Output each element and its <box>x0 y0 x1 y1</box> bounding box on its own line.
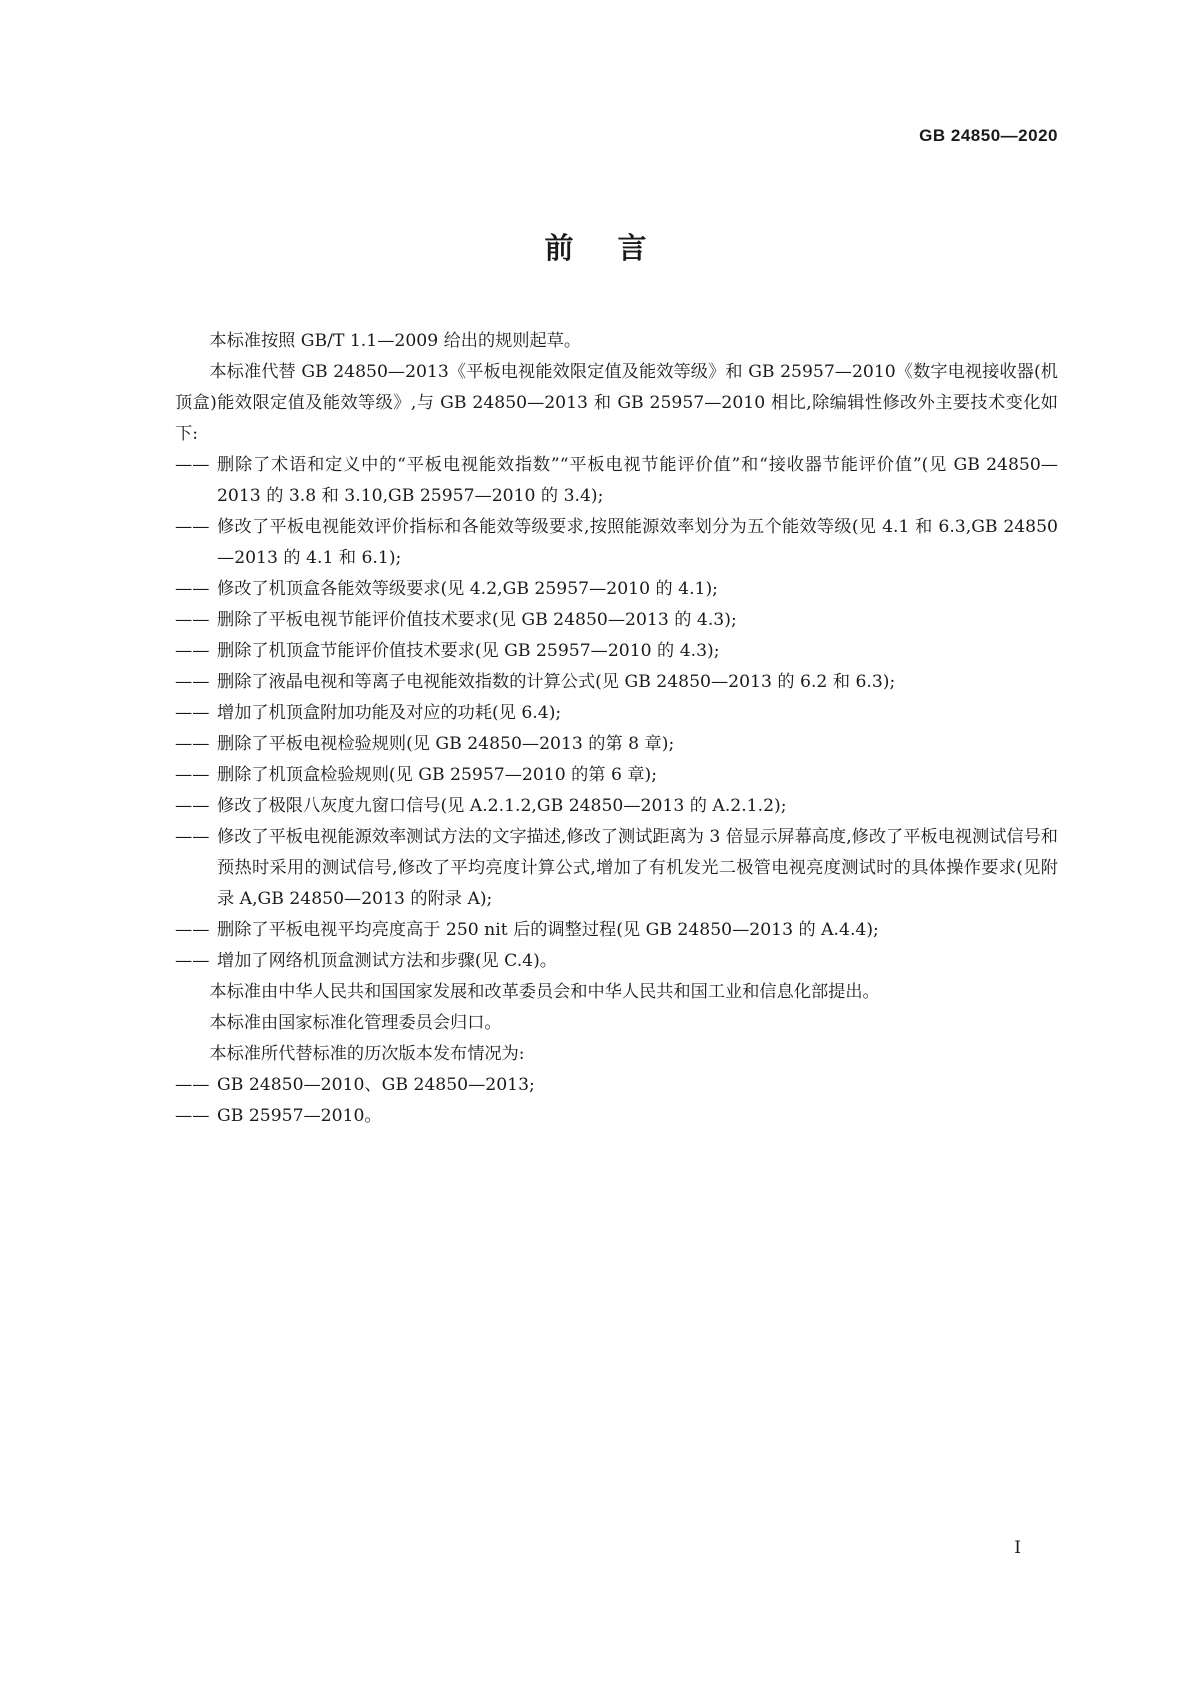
list-dash: —— <box>175 951 210 971</box>
foreword-body <box>175 326 1058 1132</box>
list-item-text: 删除了平板电视节能评价值技术要求(见 GB 24850—2013 的 4.3); <box>217 610 737 630</box>
list-dash: —— <box>175 796 210 816</box>
list-item-text: GB 24850—2010、GB 24850—2013; <box>217 1075 535 1095</box>
list-dash: —— <box>175 765 210 785</box>
list-dash: —— <box>175 920 210 940</box>
list-dash: —— <box>175 734 210 754</box>
list-dash: —— <box>175 610 210 630</box>
technical-changes-list <box>175 450 1058 977</box>
list-dash: —— <box>175 517 210 537</box>
drafting-rules-paragraph: 本标准按照 GB/T 1.1—2009 给出的规则起草。 <box>209 331 582 351</box>
page-number: I <box>1014 1538 1021 1558</box>
list-item <box>175 822 1058 915</box>
list-item-text: 修改了机顶盒各能效等级要求(见 4.2,GB 25957—2010 的 4.1); <box>217 579 718 599</box>
list-dash: —— <box>175 1075 210 1095</box>
list-item-text: 修改了平板电视能效评价指标和各能效等级要求,按照能源效率划分为五个能效等级(见 4.1 和 6.3,GB 24850—2013 的 4.1 和 6.1); <box>217 517 1058 568</box>
list-item <box>175 636 1058 667</box>
list-dash: —— <box>175 641 210 661</box>
standard-code: GB 24850—2020 <box>919 126 1058 145</box>
list-item-text: GB 25957—2010。 <box>217 1106 382 1126</box>
list-item-text: 删除了平板电视平均亮度高于 250 nit 后的调整过程(见 GB 24850—2013 的 A.4.4); <box>217 920 879 940</box>
list-item <box>175 667 1058 698</box>
list-item <box>175 512 1058 574</box>
list-item <box>175 946 1058 977</box>
list-item <box>175 915 1058 946</box>
list-dash: —— <box>175 455 210 475</box>
list-item-text: 删除了机顶盒检验规则(见 GB 25957—2010 的第 6 章); <box>217 765 658 785</box>
list-item <box>175 791 1058 822</box>
list-dash: —— <box>175 827 210 847</box>
list-item <box>175 760 1058 791</box>
list-item <box>175 605 1058 636</box>
list-item <box>175 1070 1058 1101</box>
list-item <box>175 574 1058 605</box>
list-dash: —— <box>175 1106 210 1126</box>
replacement-paragraph: 本标准代替 GB 24850—2013《平板电视能效限定值及能效等级》和 GB 25957—2010《数字电视接收器(机顶盒)能效限定值及能效等级》,与 GB 24850—2013 和 GB 25957—2010 相比,除编辑性修改外主要技术变化如下: <box>175 362 1058 444</box>
list-item <box>175 698 1058 729</box>
page-title: 前言 <box>544 231 691 265</box>
list-item <box>175 450 1058 512</box>
list-item <box>175 1101 1058 1132</box>
version-history-list <box>175 1070 1058 1132</box>
list-item-text: 删除了术语和定义中的“平板电视能效指数”“平板电视节能评价值”和“接收器节能评价值”(见 GB 24850—2013 的 3.8 和 3.10,GB 25957—2010 的 3.4); <box>217 455 1058 506</box>
list-dash: —— <box>175 672 210 692</box>
list-item-text: 增加了机顶盒附加功能及对应的功耗(见 6.4); <box>217 703 562 723</box>
list-item-text: 删除了平板电视检验规则(见 GB 24850—2013 的第 8 章); <box>217 734 675 754</box>
list-item-text: 修改了平板电视能源效率测试方法的文字描述,修改了测试距离为 3 倍显示屏幕高度,修改了平板电视测试信号和预热时采用的测试信号,修改了平均亮度计算公式,增加了有机发光二极管电视亮度测试时的具体操作要求(见附录 A,GB 24850—2013 的附录 A); <box>217 827 1058 909</box>
list-item-text: 增加了网络机顶盒测试方法和步骤(见 C.4)。 <box>217 951 557 971</box>
centralized-by-paragraph: 本标准由国家标准化管理委员会归口。 <box>209 1013 502 1033</box>
list-item <box>175 729 1058 760</box>
list-dash: —— <box>175 703 210 723</box>
history-intro-paragraph: 本标准所代替标准的历次版本发布情况为: <box>209 1044 525 1064</box>
list-dash: —— <box>175 579 210 599</box>
proposed-by-paragraph: 本标准由中华人民共和国国家发展和改革委员会和中华人民共和国工业和信息化部提出。 <box>209 982 880 1002</box>
list-item-text: 修改了极限八灰度九窗口信号(见 A.2.1.2,GB 24850—2013 的 A.2.1.2); <box>217 796 787 816</box>
list-item-text: 删除了机顶盒节能评价值技术要求(见 GB 25957—2010 的 4.3); <box>217 641 720 661</box>
list-item-text: 删除了液晶电视和等离子电视能效指数的计算公式(见 GB 24850—2013 的 6.2 和 6.3); <box>217 672 896 692</box>
